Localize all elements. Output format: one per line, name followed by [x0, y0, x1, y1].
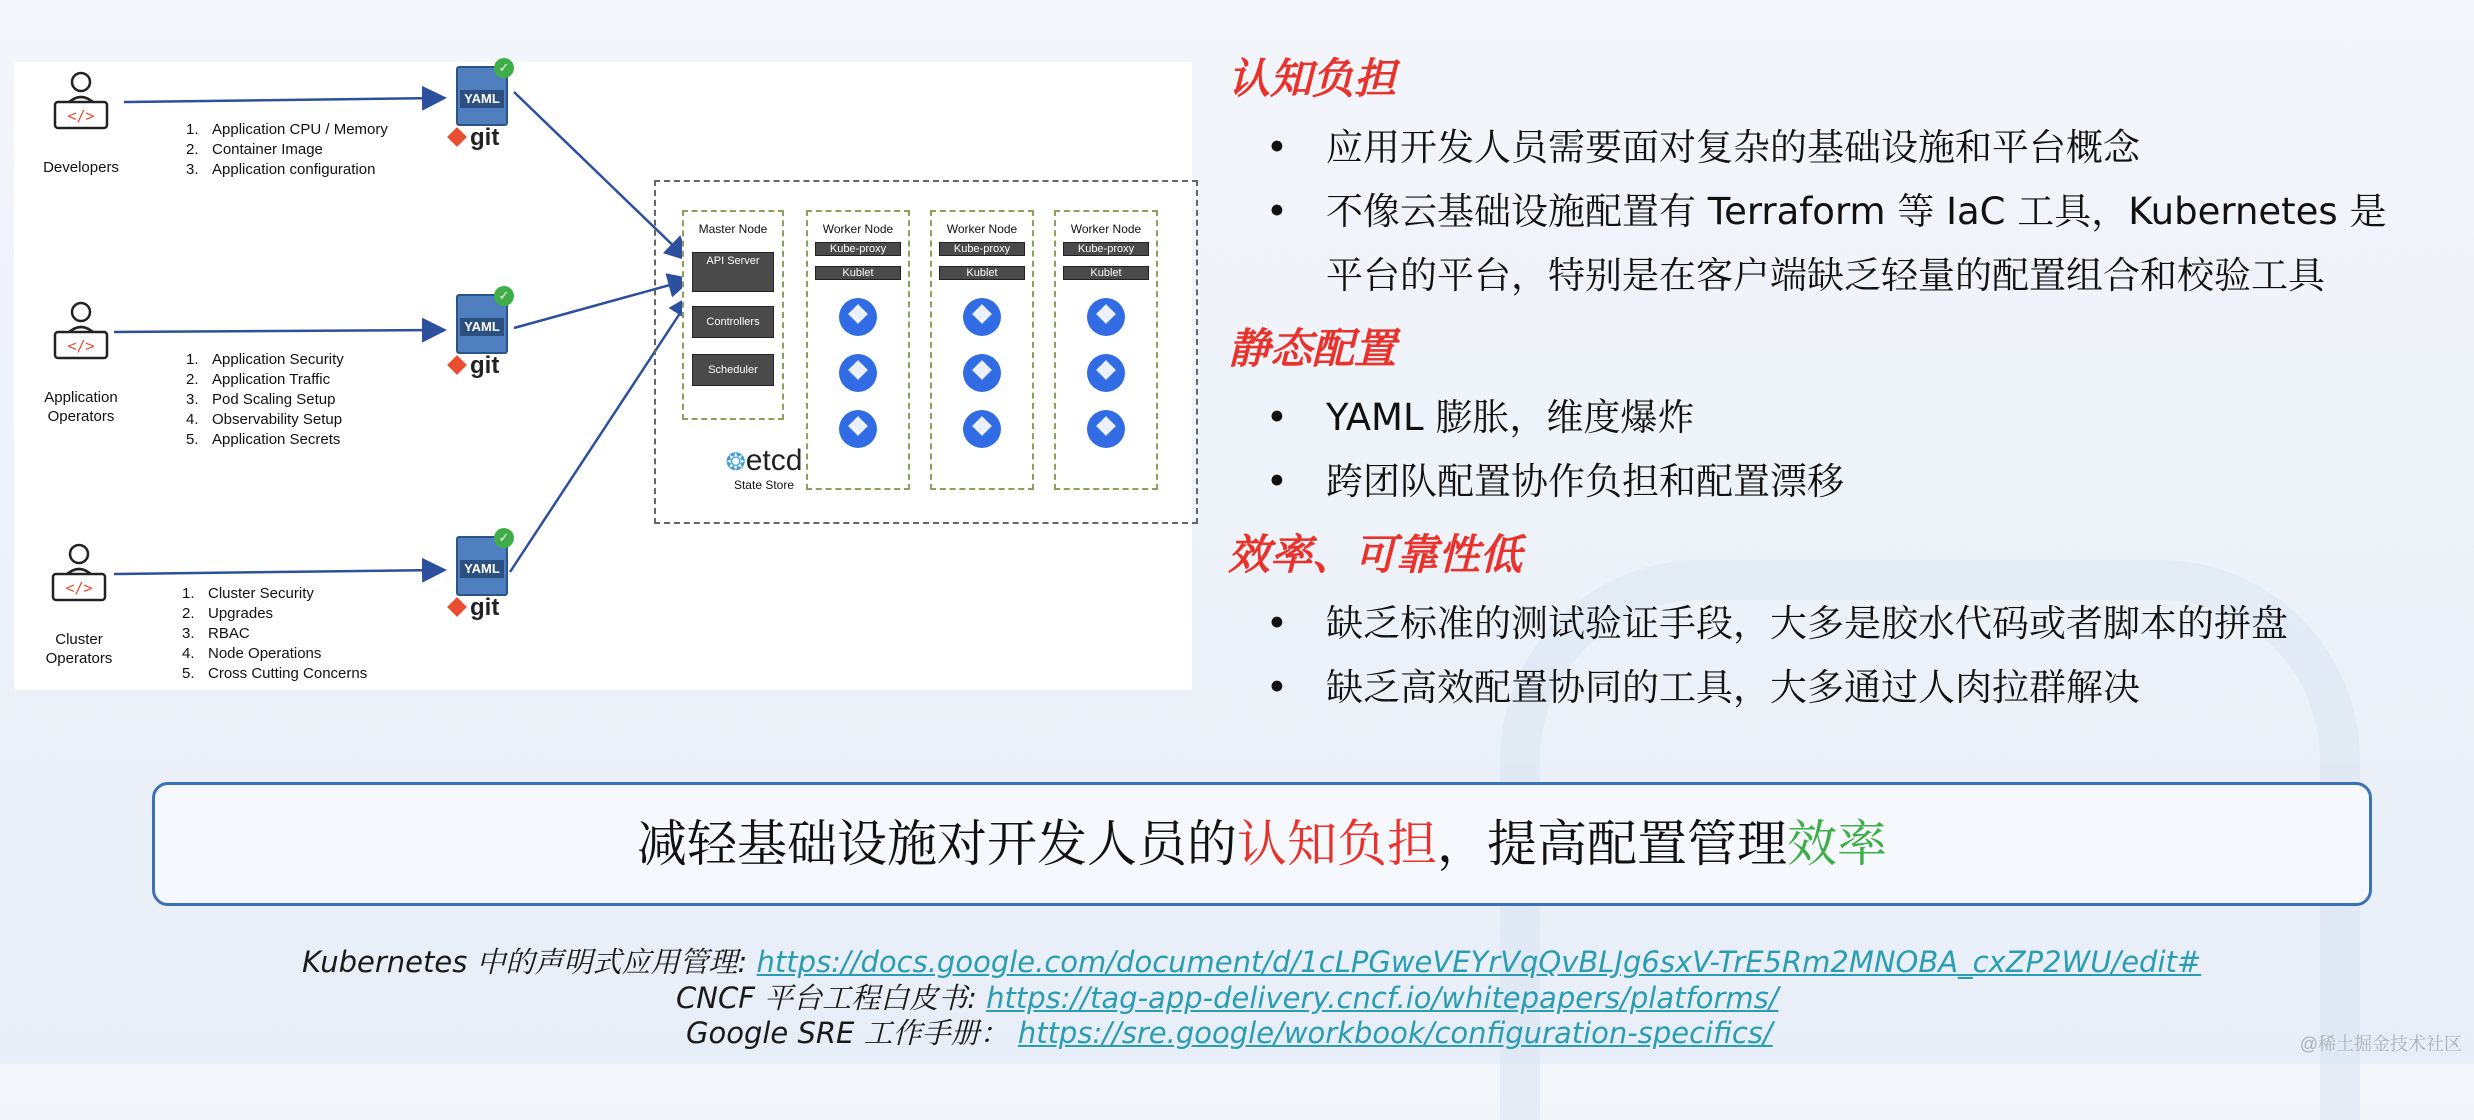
controllers: Controllers [692, 306, 774, 338]
scheduler: Scheduler [692, 354, 774, 386]
svg-text:</>: </> [65, 579, 93, 597]
summary-banner: 减轻基础设施对开发人员的认知负担，提高配置管理效率 [152, 782, 2372, 906]
list-item: 3. RBAC [182, 625, 250, 642]
list-item: 4. Observability Setup [186, 411, 343, 428]
reference-link[interactable]: https://tag-app-delivery.cncf.io/whitepapers/platforms/ [986, 981, 1779, 1015]
kube-proxy: Kube-proxy [1063, 242, 1149, 256]
user-code-icon [49, 70, 113, 154]
user-code-icon [47, 542, 111, 626]
developer-concerns-list [186, 120, 388, 180]
etcd-store: ❂etcd State Store [725, 444, 803, 492]
bullet-item-continuation: 平台的平台，特别是在客户端缺乏轻量的配置组合和校验工具 [1326, 254, 2325, 297]
list-item: 5. Cross Cutting Concerns [182, 665, 368, 682]
kubelet: Kublet [1063, 266, 1149, 280]
pod-icon [963, 298, 1001, 336]
bullet-item: • 缺乏高效配置协同的工具，大多通过人肉拉群解决 [1266, 666, 2140, 709]
reference-item: Kubernetes 中的声明式应用管理: https://docs.google.com/document/d/1cLPGweVEYrVqQvBLJg6sxV-TrE5Rm2MNOBA_cxZP2WU/edit# [302, 945, 2202, 979]
bullet-item: • 不像云基础设施配置有 Terraform 等 IaC 工具，Kubernetes 是 [1266, 190, 2387, 233]
list-item: 1. Cluster Security [182, 585, 314, 602]
reference-item: Google SRE 工作手册： https://sre.google/workbook/configuration-specifics/ [686, 1016, 1773, 1050]
git-icon [447, 355, 467, 375]
architecture-diagram [14, 62, 1192, 690]
persona-cluster-operators: </> Cluster Operators [24, 542, 134, 668]
app-operator-concerns-list [186, 350, 344, 450]
watermark: @稀土掘金技术社区 [2299, 1034, 2462, 1054]
yaml-git-icon: YAML ✓ git [444, 528, 526, 628]
list-item: 2. Upgrades [182, 605, 274, 622]
bullet-item: • 缺乏标准的测试验证手段，大多是胶水代码或者脚本的拼盘 [1266, 602, 2288, 645]
check-icon: ✓ [494, 58, 514, 78]
bullet-item: • YAML 膨胀，维度爆炸 [1266, 396, 1695, 439]
pod-icon [963, 410, 1001, 448]
reference-item: CNCF 平台工程白皮书: https://tag-app-delivery.cncf.io/whitepapers/platforms/ [676, 981, 1779, 1015]
worker-node: Worker Node Kube-proxy Kublet [930, 210, 1034, 490]
etcd-icon: ❂ [725, 449, 746, 476]
kube-proxy: Kube-proxy [939, 242, 1025, 256]
section-title-cognitive-load: 认知负担 [1228, 54, 1397, 103]
list-item: 2. Application Traffic [186, 371, 331, 388]
pod-icon [839, 354, 877, 392]
list-item: 3. Application configuration [186, 161, 376, 178]
list-item: 1. Application CPU / Memory [186, 121, 388, 138]
git-icon [447, 597, 467, 617]
kubernetes-cluster [654, 180, 1198, 524]
pod-icon [1087, 298, 1125, 336]
list-item: 4. Node Operations [182, 645, 322, 662]
git-icon [447, 127, 467, 147]
bullet-item: • 跨团队配置协作负担和配置漂移 [1266, 460, 1844, 503]
worker-node: Worker Node Kube-proxy Kublet [1054, 210, 1158, 490]
list-item: 2. Container Image [186, 141, 323, 158]
pod-icon [1087, 410, 1125, 448]
pod-icon [963, 354, 1001, 392]
pod-icon [839, 298, 877, 336]
pod-icon [839, 410, 877, 448]
pod-icon [1087, 354, 1125, 392]
master-node: Master Node API Server Controllers Scheduler [682, 210, 784, 420]
yaml-git-icon: YAML ✓ git [444, 286, 526, 386]
list-item: 1. Application Security [186, 351, 344, 368]
kube-proxy: Kube-proxy [815, 242, 901, 256]
section-title-efficiency: 效率、可靠性低 [1228, 530, 1523, 579]
worker-node: Worker Node Kube-proxy Kublet [806, 210, 910, 490]
check-icon: ✓ [494, 286, 514, 306]
check-icon: ✓ [494, 528, 514, 548]
persona-application-operators: </> Application Operators [26, 300, 136, 426]
reference-link[interactable]: https://docs.google.com/document/d/1cLPGweVEYrVqQvBLJg6sxV-TrE5Rm2MNOBA_cxZP2WU/edit# [756, 945, 2202, 979]
api-server: API Server [692, 252, 774, 292]
reference-link[interactable]: https://sre.google/workbook/configuration-specifics/ [1017, 1016, 1773, 1050]
kubelet: Kublet [939, 266, 1025, 280]
bullet-item: • 应用开发人员需要面对复杂的基础设施和平台概念 [1266, 126, 2140, 169]
kubelet: Kublet [815, 266, 901, 280]
user-code-icon [49, 300, 113, 384]
pain-points [1228, 40, 2448, 720]
persona-developers: </> Developers [26, 70, 136, 177]
svg-text:</>: </> [67, 107, 95, 125]
cluster-operator-concerns-list [182, 584, 367, 684]
section-title-static-config: 静态配置 [1228, 324, 1397, 373]
yaml-git-icon: YAML ✓ git [444, 58, 526, 158]
svg-text:</>: </> [67, 337, 95, 355]
list-item: 3. Pod Scaling Setup [186, 391, 336, 408]
list-item: 5. Application Secrets [186, 431, 341, 448]
